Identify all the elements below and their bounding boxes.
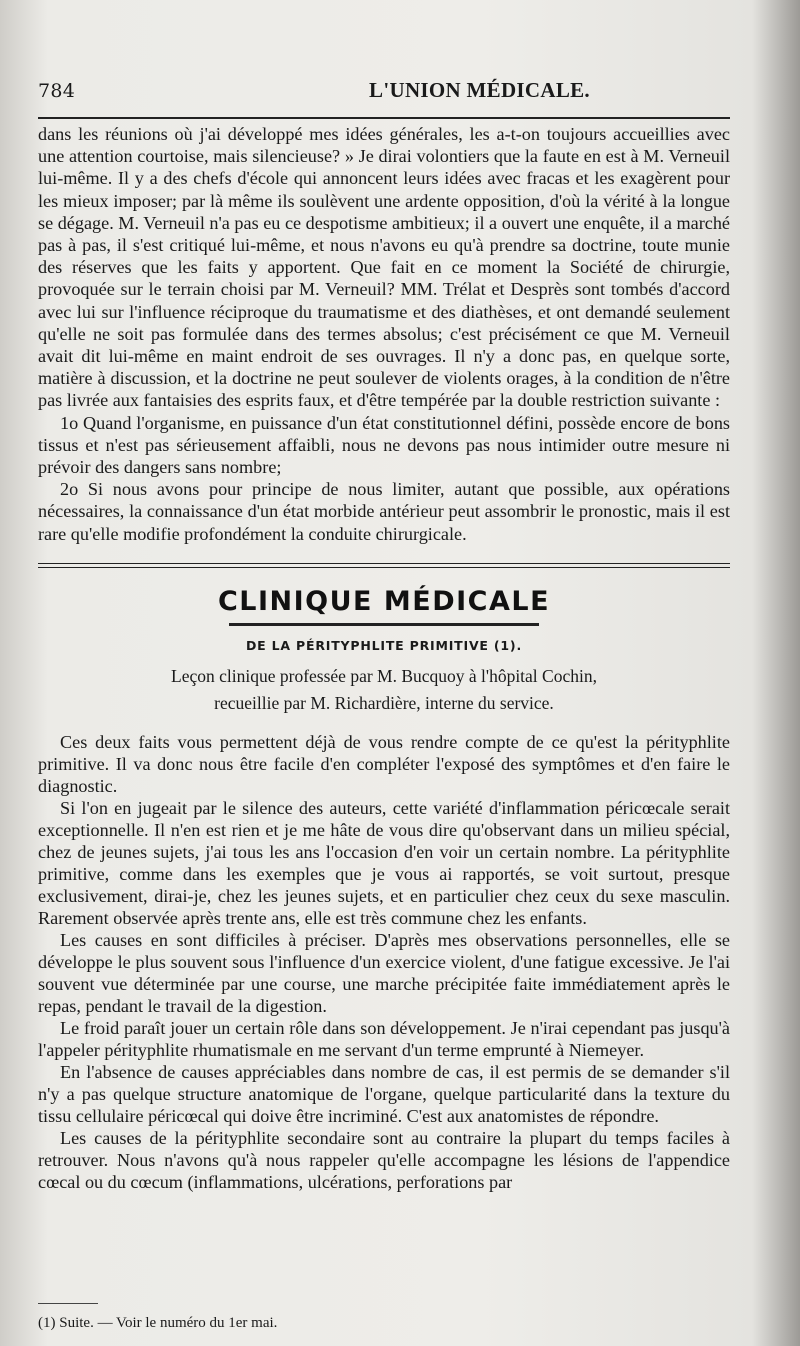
footnote-rule [38, 1303, 98, 1304]
section-title-rule [229, 623, 539, 626]
article-body [38, 731, 730, 1193]
lecture-line: Leçon clinique professée par M. Bucquoy à l'hôpital Cochin, [171, 665, 597, 686]
header-rule [38, 117, 730, 119]
page-number: 784 [38, 80, 76, 102]
footnote: (1) Suite. — Voir le numéro du 1er mai. [38, 1315, 278, 1331]
paragraph: Si l'on en jugeait par le silence des auteurs, cette variété d'inflammation péricœcale serait exceptionnelle. Il n'en est rien et je me hâte de vous dire qu'observant dans un milieu spécial, chez de jeunes sujets, j'ai tous les ans l'occasion d'en voir un certain nombre. La pérityphlite primitive, comme dans les exemples que je vous ai rapportés, se voit surtout, presque exclusivement, dirai-je, chez les jeunes sujets, et en particulier chez ceux du sexe masculin. Rarement observée après trente ans, elle est très commune chez les enfants. [38, 797, 730, 928]
lecture-credit [38, 663, 730, 717]
paragraph: Les causes en sont difficiles à préciser. D'après mes observations personnelles, elle se développe le plus souvent sous l'influence d'un exercice violent, d'une fatigue excessive. Je l'ai souvent vue déterminée par une course, une marche précipitée faite immédiatement après le repas, pendant le travail de la digestion. [38, 929, 730, 1016]
section-divider [38, 563, 730, 568]
paragraph: 1o Quand l'organisme, en puissance d'un état constitutionnel défini, possède encore de bons tissus et n'est pas sérieusement affaibli, nous ne devons pas nous intimider outre mesure ni prévoir des dangers sans nombre; [38, 412, 730, 478]
paragraph: 2o Si nous avons pour principe de nous limiter, autant que possible, aux opérations nécessaires, la connaissance d'un état morbide antérieur peut assombrir le pronostic, mais il est rare qu'elle modifie profondément la conduite chirurgicale. [38, 479, 730, 544]
page-header [38, 78, 730, 103]
lecture-line: recueillie par M. Richardière, interne du service. [214, 692, 554, 713]
continued-article [38, 123, 730, 545]
article-subtitle: DE LA PÉRITYPHLITE PRIMITIVE (1). [245, 637, 522, 653]
paragraph: Ces deux faits vous permettent déjà de vous rendre compte de ce qu'est la pérityphlite primitive. Il va donc nous être facile d'en compléter l'exposé des symptômes et d'en faire le diagnostic. [38, 731, 730, 796]
section-title: CLINIQUE MÉDICALE [217, 585, 551, 617]
paragraph: Les causes de la pérityphlite secondaire sont au contraire la plupart du temps faciles à retrouver. Nous n'avons qu'à nous rappeler qu'elle accompagne les lésions de l'appendice cœcal ou du cœcum (inflammations, ulcérations, perforations par [38, 1127, 730, 1192]
journal-title: L'UNION MÉDICALE. [369, 78, 590, 102]
paragraph: En l'absence de causes appréciables dans nombre de cas, il est permis de se demander s'il n'y a pas quelque structure anatomique de l'organe, quelque particularité dans la texture du tissu cellulaire péricœcal qui doive être incriminé. C'est aux anatomistes de répondre. [38, 1061, 730, 1126]
paragraph: Le froid paraît jouer un certain rôle dans son développement. Je n'irai cependant pas jusqu'à l'appeler pérityphlite rhumatismale en me servant d'un terme emprunté à Niemeyer. [38, 1017, 730, 1060]
paragraph: dans les réunions où j'ai développé mes idées générales, les a-t-on toujours accueillies avec une attention courtoise, mais silencieuse? » Je dirai volontiers que la faute en est à M. Verneuil lui-même. Il y a des chefs d'école qui annoncent leurs idées avec fracas et les exagèrent pour les mieux imposer; par là même ils soulèvent une ardente opposition, d'où la vérité à la longue se dégage. M. Verneuil n'a pas eu ce despotisme ambitieux; il a ouvert une enquête, il a marché pas à pas, il s'est critiqué lui-même, et nous n'avons eu qu'à prendre sa doctrine, toute munie des réserves que les faits y apportent. Que fait en ce moment la Société de chirurgie, provoquée sur le terrain choisi par M. Verneuil? MM. Trélat et Desprès sont tombés d'accord avec lui sur l'influence réciproque du traumatisme et des diathèses, et ont demandé seulement qu'elle ne soit pas formulée dans des termes absolus; c'est précisément ce que M. Verneuil avait dit lui-même en maint endroit de ses ouvrages. Il n'y a donc pas, en quelque sorte, matière à discussion, et la doctrine ne peut soulever de violents orages, à la condition de n'être pas livrée aux fantaisies des esprits faux, et d'être tempérée par la double restriction suivante : [38, 124, 730, 411]
